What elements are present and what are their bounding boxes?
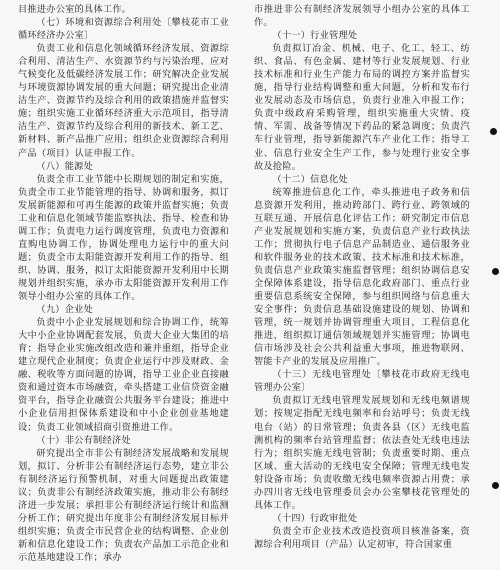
- left-column: [18, 3, 229, 570]
- paragraph: 负责工业和信息化领域循环经济发展、资源综合利用、清洁生产、水资源节约与污染治理、应对气候变化及低碳经济发展工作；研究解决企业发展与环境资源协调发展的重大问题；研究提出企业清洁生产、资源节约及综合利用的政策措施并监督实施；组织实施工业循环经济重大示范项目，指导清洁生产、资源节约及综合利用的新技术、新工艺、新材料、新产品推广应用；组织企业资源综合利用产品（项目）认证申报工作。: [18, 43, 229, 159]
- section-heading: （七）环境和资源综合利用处〔攀枝花市工业循环经济办公室〕: [18, 17, 229, 42]
- paragraph: 负责拟订冶金、机械、电子、化工、轻工、纺织、食品、有色金属、建材等行业发展规划、行业技术标准和行业生产能力布局的调控方案并监督实施，指导行业结构调整和重大问题，分析和发布行业发展动态及市场信息，负责行业准入申报工作；负责中级政府采购管理，组织实施重大灾情、疫情、军需、战备等情况下药品的紧急调度；负责汽车行业管理，指导新能源汽车产业化工作；指导工业、信息行业安全生产工作，参与处理行业安全事故及抢险。: [254, 43, 470, 172]
- paragraph: 统筹推进信息化工作，牵头推进电子政务和信息资源开发利用，推动跨部门、跨行业、跨领域的互联互通、开展信息化评估工作；研究制定市信息产业发展规划和实施方案，负责信息产业行政执法工作；贯彻执行电子信息产品制造业、通信服务业和软件服务业的技术政策、技术标准和技术标准，负责信息产业政策实施监督管理；组织协调信息安全保障体系建设，指导信息化政府部门、重点行业重要信息系统安全保障，参与组织网络与信息重大安全事件；负责信息基础设施建设的规划、协调和管理，统一规划并协调管理重大项目，工程信息化推进，组织拟订通信领域规划并实施管理；协调电信市场涉及社会公共利益重大事项，推进物联网、智能卡产业的发展及应用推广。: [254, 186, 470, 368]
- paragraph: 负责全市企业技术改造投资项目核准备案，资源综合利用项目（产品）认定初审，符合国家重: [254, 525, 470, 550]
- paragraph: 负责中小企业发展规划和综合协调工作，统筹大中小企业协调配套发展，负责大企业大集团的培育；指导企业实施改组改造和兼并重组，指导企业建立现代企业制度；负责企业运行中涉及财政、金融、税收等方面问题的协调，指导工业企业直接融资和通过资本市场融资，牵头搭建工业信贷资金融资平台，指导企业融资公共服务平台建设；推进中小企业信用担保体系建设和中小企业创业基地建设；负责工业领域招商引资推进工作。: [18, 317, 229, 433]
- section-heading: （九）企业处: [36, 304, 94, 316]
- margin-bullet-3: [492, 482, 499, 489]
- section-heading: （八）能源处: [36, 160, 94, 172]
- paragraph: 负责拟订无线电管理发展规划和无线电频谱规划；按规定指配无线电频率和台站呼号；负责无线电台（站）的日常管理；负责各县（区）无线电监测机构的频率台站管理监督；依法查处无线电违法行为；组织实施无线电管制；负责重要时期、重点区域、重大活动的无线电安全保障；管理无线电发射设备市场；负责收缴无线电频率资源占用费；承办四川省无线电管理委员会办公室攀枝花管理处的具体工作。: [254, 395, 470, 511]
- section-heading: （十三）无线电管理处〔攀枝花市政府无线电管理办公室〕: [254, 369, 470, 394]
- right-column: [254, 3, 470, 570]
- paragraph: 目推进办公室的具体工作。: [18, 4, 132, 15]
- section-heading: （十四）行政审批处: [272, 512, 358, 524]
- two-column-layout: [18, 3, 470, 570]
- margin-bullet-2: [492, 268, 499, 275]
- section-heading: （十二）信息化处: [272, 173, 348, 185]
- section-heading: （十）非公有制经济处: [36, 434, 131, 446]
- paragraph: 研究提出全市非公有制经济发展战略和发展规划，拟订、分析非公有制经济运行态势，建立非公有制经济运行预警机制，对重大问题提出政策建议；负责非公有制经济政策实施，推动非公有制经济进一步发展；承担非公有制经济运行统计和监测分析工作；研究提出年度非公有制经济发展目标并组织实施；负责全市民营企业的结构调整、企业创新和信息化建设工作；负责农产品加工示范企业和示范基地建设工作；承办: [18, 447, 229, 563]
- margin-bullet-1: [490, 128, 497, 135]
- paragraph: 负责全市工业节能中长期规划的制定和实施，负责全市工业节能管理的指导、协调和服务，拟订发展新能源和可再生能源的政策并监督实施；负责工业和信息化领域节能监察执法、指导、检查和协调工作；负责电力运行调度管理，负责电力资源和直购电协调工作，协调处理电力运行中的重大问题；负责全市太阳能资源开发利用工作的指导、组织、协调、服务，拟订太阳能资源开发利用中长期规划并组织实施，承办市太阳能资源开发利用工作领导小组办公室的具体工作。: [18, 173, 229, 303]
- section-heading: （十一）行业管理处: [272, 30, 358, 42]
- paragraph: 市推进非公有制经济发展领导小组办公室的具体工作。: [254, 4, 470, 29]
